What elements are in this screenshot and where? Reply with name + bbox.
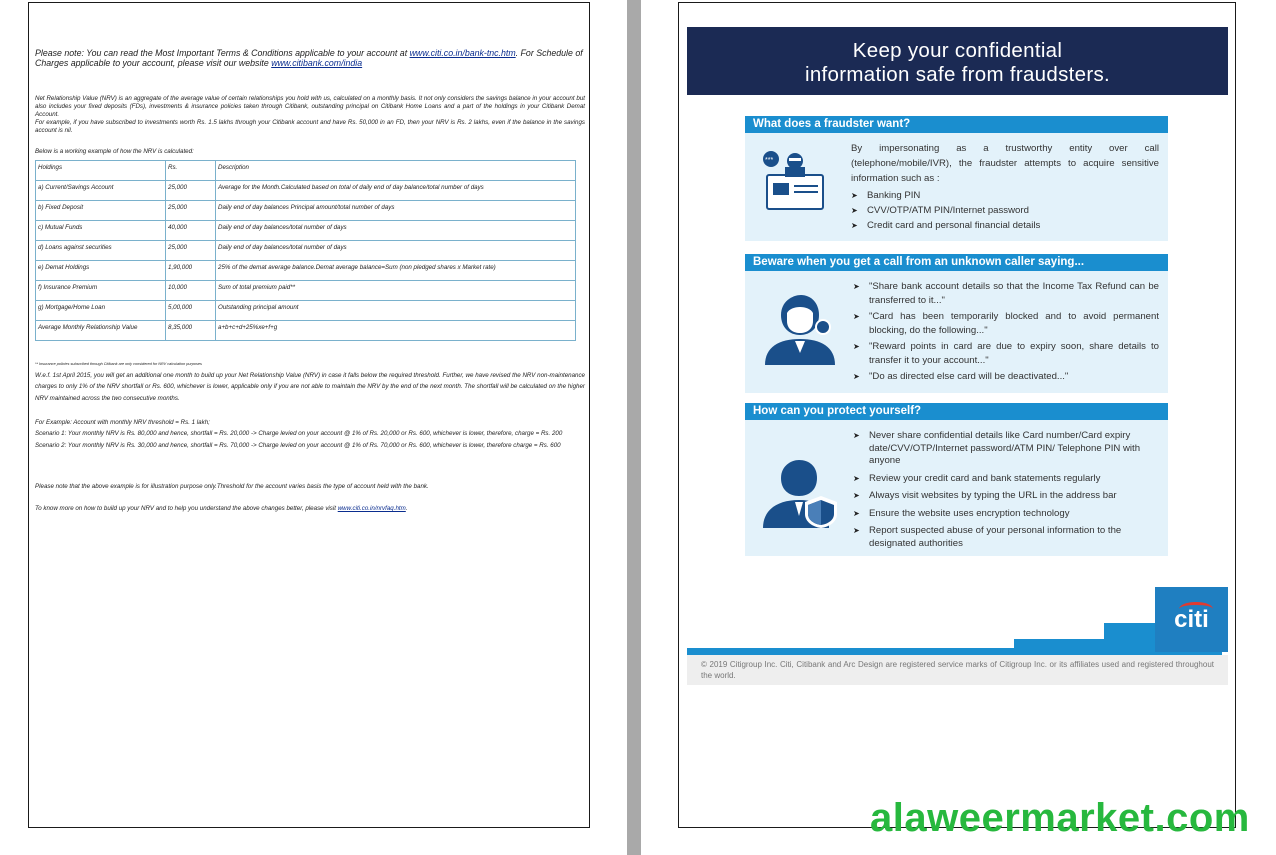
fraudster-intro: By impersonating as a trustworthy entity over call (telephone/mobile/IVR), the fraudster attempts to acquire sensitive information such as : xyxy=(851,143,1159,184)
table-cell: Daily end of day balances/total number of days xyxy=(216,221,576,241)
banner-line-2: information safe from fraudsters. xyxy=(805,63,1110,86)
table-cell: 40,000 xyxy=(166,221,216,241)
protection-tips-list xyxy=(853,430,1163,550)
table-row xyxy=(36,221,576,241)
know-more-note xyxy=(35,505,585,512)
citi-logo xyxy=(1155,587,1228,652)
list-item: ➤ Report suspected abuse of your personal information to the designated authorities xyxy=(853,525,1163,550)
section-fraudster-heading: What does a fraudster want? xyxy=(745,116,1168,133)
table-cell: f) Insurance Premium xyxy=(36,281,166,301)
section-protect-panel xyxy=(745,420,1168,556)
list-item: ➤ Review your credit card and bank statements regularly xyxy=(853,473,1163,486)
table-cell: d) Loans against securities xyxy=(36,241,166,261)
footer-step-1 xyxy=(1014,639,1104,648)
table-cell: Sum of total premium paid** xyxy=(216,281,576,301)
table-cell: 25,000 xyxy=(166,181,216,201)
table-row xyxy=(36,241,576,261)
terms-note xyxy=(35,49,585,68)
terms-note-text-2: . For Schedule of Charges applicable to your account, please visit our website xyxy=(35,48,583,68)
list-item: ➤ Never share confidential details like Card number/Card expiry date/CVV/OTP/Internet password/ATM PIN/ Telephone PIN with anyone xyxy=(853,430,1163,468)
document-page-right xyxy=(678,2,1236,828)
section-beware-heading: Beware when you get a call from an unknown caller saying... xyxy=(745,254,1168,271)
table-cell: Average for the Month.Calculated based on total of daily end of day balance/total number of days xyxy=(216,181,576,201)
table-row xyxy=(36,261,576,281)
list-item: ➤ "Card has been temporarily blocked and to avoid permanent blocking, do the following..." xyxy=(853,310,1159,337)
table-row xyxy=(36,301,576,321)
table-row xyxy=(36,181,576,201)
know-more-suffix: . xyxy=(405,505,408,512)
document-page-left xyxy=(28,2,590,828)
copyright-notice: © 2019 Citigroup Inc. Citi, Citibank and Arc Design are registered service marks of Citigroup Inc. or its affiliates used and registered throughout the world. xyxy=(687,655,1228,685)
watermark-text: alaweermarket.com xyxy=(870,796,1250,840)
page-divider xyxy=(627,0,641,855)
table-cell: 1,90,000 xyxy=(166,261,216,281)
table-cell: 25,000 xyxy=(166,201,216,221)
citi-logo-text: citi xyxy=(1174,606,1209,633)
list-item: ➤ Ensure the website uses encryption technology xyxy=(853,508,1163,521)
caller-icon xyxy=(759,293,839,370)
caller-claims-list xyxy=(853,280,1159,384)
nrv-holdings-table xyxy=(35,160,576,341)
table-header-cell: Holdings xyxy=(36,161,166,181)
table-cell: 25,000 xyxy=(166,241,216,261)
scenario-2: Scenario 2: Your monthly NRV is Rs. 30,000 and hence, shortfall = Rs. 70,000 -> Charge levied on your account @ 1% of Rs. 70,000 or Rs. 600, whichever is lower, therefore charge = Rs. 600 xyxy=(35,441,561,449)
svg-text:***: *** xyxy=(765,157,774,164)
table-row xyxy=(36,201,576,221)
list-item: ➤ Credit card and personal financial details xyxy=(851,218,1159,233)
section-fraudster-panel xyxy=(745,133,1168,241)
table-cell: 5,00,000 xyxy=(166,301,216,321)
table-cell: 8,35,000 xyxy=(166,321,216,341)
nrv-example: For example, if you have subscribed to investments worth Rs. 1.5 lakhs through your Citibank account and have Rs. 50,000 in an FD, then your NRV is Rs. 2 lakhs, even if the balance in the savings account is nil. xyxy=(35,118,585,134)
footer-stripe xyxy=(687,648,1222,655)
table-cell: g) Mortgage/Home Loan xyxy=(36,301,166,321)
infographic-banner xyxy=(687,27,1228,95)
terms-note-text: Please note: You can read the Most Important Terms & Conditions applicable to your account at xyxy=(35,48,410,58)
section-protect-heading: How can you protect yourself? xyxy=(745,403,1168,420)
banner-line-1: Keep your confidential xyxy=(852,39,1063,62)
section-beware-panel xyxy=(745,271,1168,393)
insurance-footnote: ** Insurance policies subscribed through Citibank are only considered for NRV calculation purposes xyxy=(35,362,202,366)
table-row xyxy=(36,281,576,301)
protected-user-icon xyxy=(761,458,843,533)
table-cell: e) Demat Holdings xyxy=(36,261,166,281)
nrv-faq-link[interactable]: www.citi.co.in/nrvfaq.htm xyxy=(337,505,406,512)
table-row-total xyxy=(36,321,576,341)
nrv-definition-block xyxy=(35,95,585,135)
table-header-cell: Description xyxy=(216,161,576,181)
example-block xyxy=(35,417,585,451)
table-cell: Daily end of day balances/total number of days xyxy=(216,241,576,261)
fraudster-icon xyxy=(759,147,831,224)
know-more-text: To know more on how to build up your NRV and to help you understand the above changes better, please visit xyxy=(35,505,338,512)
list-item: ➤ "Do as directed else card will be deactivated..." xyxy=(853,370,1159,384)
table-header-row xyxy=(36,161,576,181)
list-item: ➤ Banking PIN xyxy=(851,188,1159,203)
table-cell: Daily end of day balances Principal amount/total number of days xyxy=(216,201,576,221)
table-cell: b) Fixed Deposit xyxy=(36,201,166,221)
table-header-cell: Rs. xyxy=(166,161,216,181)
table-cell: a+b+c+d+25%xe+f+g xyxy=(216,321,576,341)
list-item: ➤ CVV/OTP/ATM PIN/Internet password xyxy=(851,203,1159,218)
footer-step-2 xyxy=(1104,623,1155,648)
table-cell: c) Mutual Funds xyxy=(36,221,166,241)
table-cell: Average Monthly Relationship Value xyxy=(36,321,166,341)
table-cell: Outstanding principal amount xyxy=(216,301,576,321)
example-heading: For Example: Account with monthly NRV threshold = Rs. 1 lakh; xyxy=(35,419,210,426)
citi-arc-icon xyxy=(1179,602,1213,616)
scenario-1: Scenario 1: Your monthly NRV is Rs. 80,000 and hence, shortfall = Rs. 20,000 -> Charge levied on your account @ 1% of Rs. 20,000 or Rs. 600, whichever is lower, therefore, charge = Rs. 200 xyxy=(35,430,563,438)
table-cell: a) Current/Savings Account xyxy=(36,181,166,201)
table-cell: 25% of the demat average balance.Demat average balance=Sum (non pledged shares x Market rate) xyxy=(216,261,576,281)
table-cell: 10,000 xyxy=(166,281,216,301)
fraudster-wants-list xyxy=(851,188,1159,233)
nrv-charges-paragraph: W.e.f. 1st April 2015, you will get an additional one month to build up your Net Relationship Value (NRV) in case it falls below the required threshold. Further, we have revised the NRV non-maintenance charges to only 1% of the NRV shortfall or Rs. 600, whichever is lower, applicable only if you are not able to maintain the NRV by the end of the next month. The shortfall will be calculated on the higher NRV maintained across the two consecutive months. xyxy=(35,372,585,402)
nrv-working-example-label: Below is a working example of how the NRV is calculated: xyxy=(35,148,194,155)
nrv-definition: Net Relationship Value (NRV) is an aggregate of the average value of certain relationships you hold with us, calculated on a monthly basis. It not only considers the savings balance in your account but also includes your fixed deposits (FDs), investments & insurance policies taken through Citibank, outstanding principal on Citibank Home Loans and a part of the holdings in your Citibank Demat Account. xyxy=(35,95,585,118)
list-item: ➤ "Reward points in card are due to expiry soon, share details to transfer it to your account..." xyxy=(853,340,1159,367)
list-item: ➤ Always visit websites by typing the URL in the address bar xyxy=(853,490,1163,503)
terms-link[interactable]: www.citi.co.in/bank-tnc.htm xyxy=(409,48,516,58)
list-item: ➤ "Share bank account details so that the Income Tax Refund can be transferred to it..." xyxy=(853,280,1159,307)
citibank-india-link[interactable]: www.citibank.com/india xyxy=(271,57,363,68)
illustration-note: Please note that the above example is for illustration purpose only.Threshold for the account varies basis the type of account held with the bank. xyxy=(35,483,429,490)
